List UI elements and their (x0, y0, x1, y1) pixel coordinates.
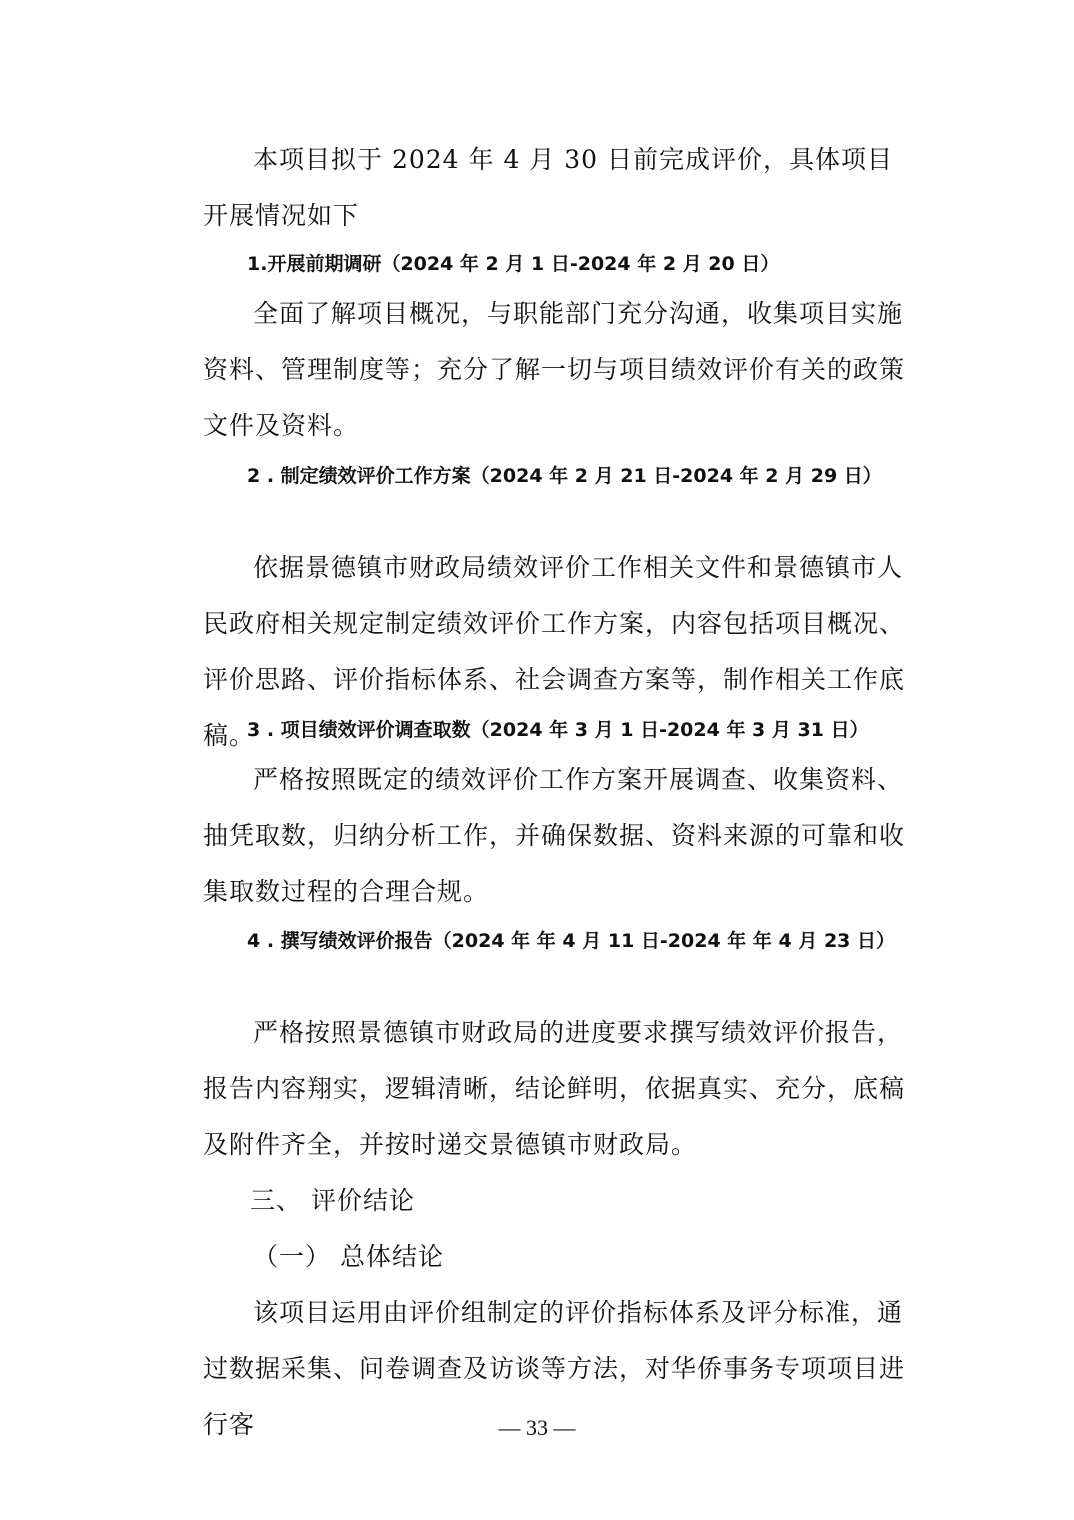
step2-heading: 2 . 制定绩效评价工作方案（2024 年 2 月 21 日-2024 年 2 月 29 日） (247, 465, 882, 487)
step1-heading: 1.开展前期调研（2024 年 2 月 1 日-2024 年 2 月 20 日） (247, 253, 780, 275)
step1-paragraph: 全面了解项目概况，与职能部门充分沟通，收集项目实施资料、管理制度等；充分了解一切与项目绩效评价有关的政策文件及资料。 (203, 299, 906, 440)
step4-paragraph: 严格按照景德镇市财政局的进度要求撰写绩效评价报告，报告内容翔实，逻辑清晰，结论鲜明，依据真实、充分，底稿及附件齐全，并按时递交景德镇市财政局。 (203, 1018, 906, 1159)
section-heading-conclusion: 三、 评价结论 (250, 1186, 415, 1215)
step4-heading: 4 . 撰写绩效评价报告（2024 年 年 4 月 11 日-2024 年 年 4 月 23 日） (247, 930, 896, 952)
intro-paragraph: 本项目拟于 2024 年 4 月 30 日前完成评价，具体项目开展情况如下 (203, 145, 894, 230)
step3-heading: 3 . 项目绩效评价调查取数（2024 年 3 月 1 日-2024 年 3 月 31 日） (247, 719, 869, 741)
conclusion-paragraph: 该项目运用由评价组制定的评价指标体系及评分标准，通过数据采集、问卷调查及访谈等方法，对华侨事务专项项目进行客 (203, 1298, 906, 1439)
subsection-heading-overall: （一） 总体结论 (253, 1242, 444, 1271)
page-number: — 33 — (498, 1415, 576, 1440)
step2-paragraph: 依据景德镇市财政局绩效评价工作相关文件和景德镇市人民政府相关规定制定绩效评价工作方案，内容包括项目概况、评价思路、评价指标体系、社会调查方案等，制作相关工作底稿。 (203, 553, 906, 750)
step3-paragraph: 严格按照既定的绩效评价工作方案开展调查、收集资料、抽凭取数，归纳分析工作，并确保数据、资料来源的可靠和收集取数过程的合理合规。 (203, 765, 906, 906)
